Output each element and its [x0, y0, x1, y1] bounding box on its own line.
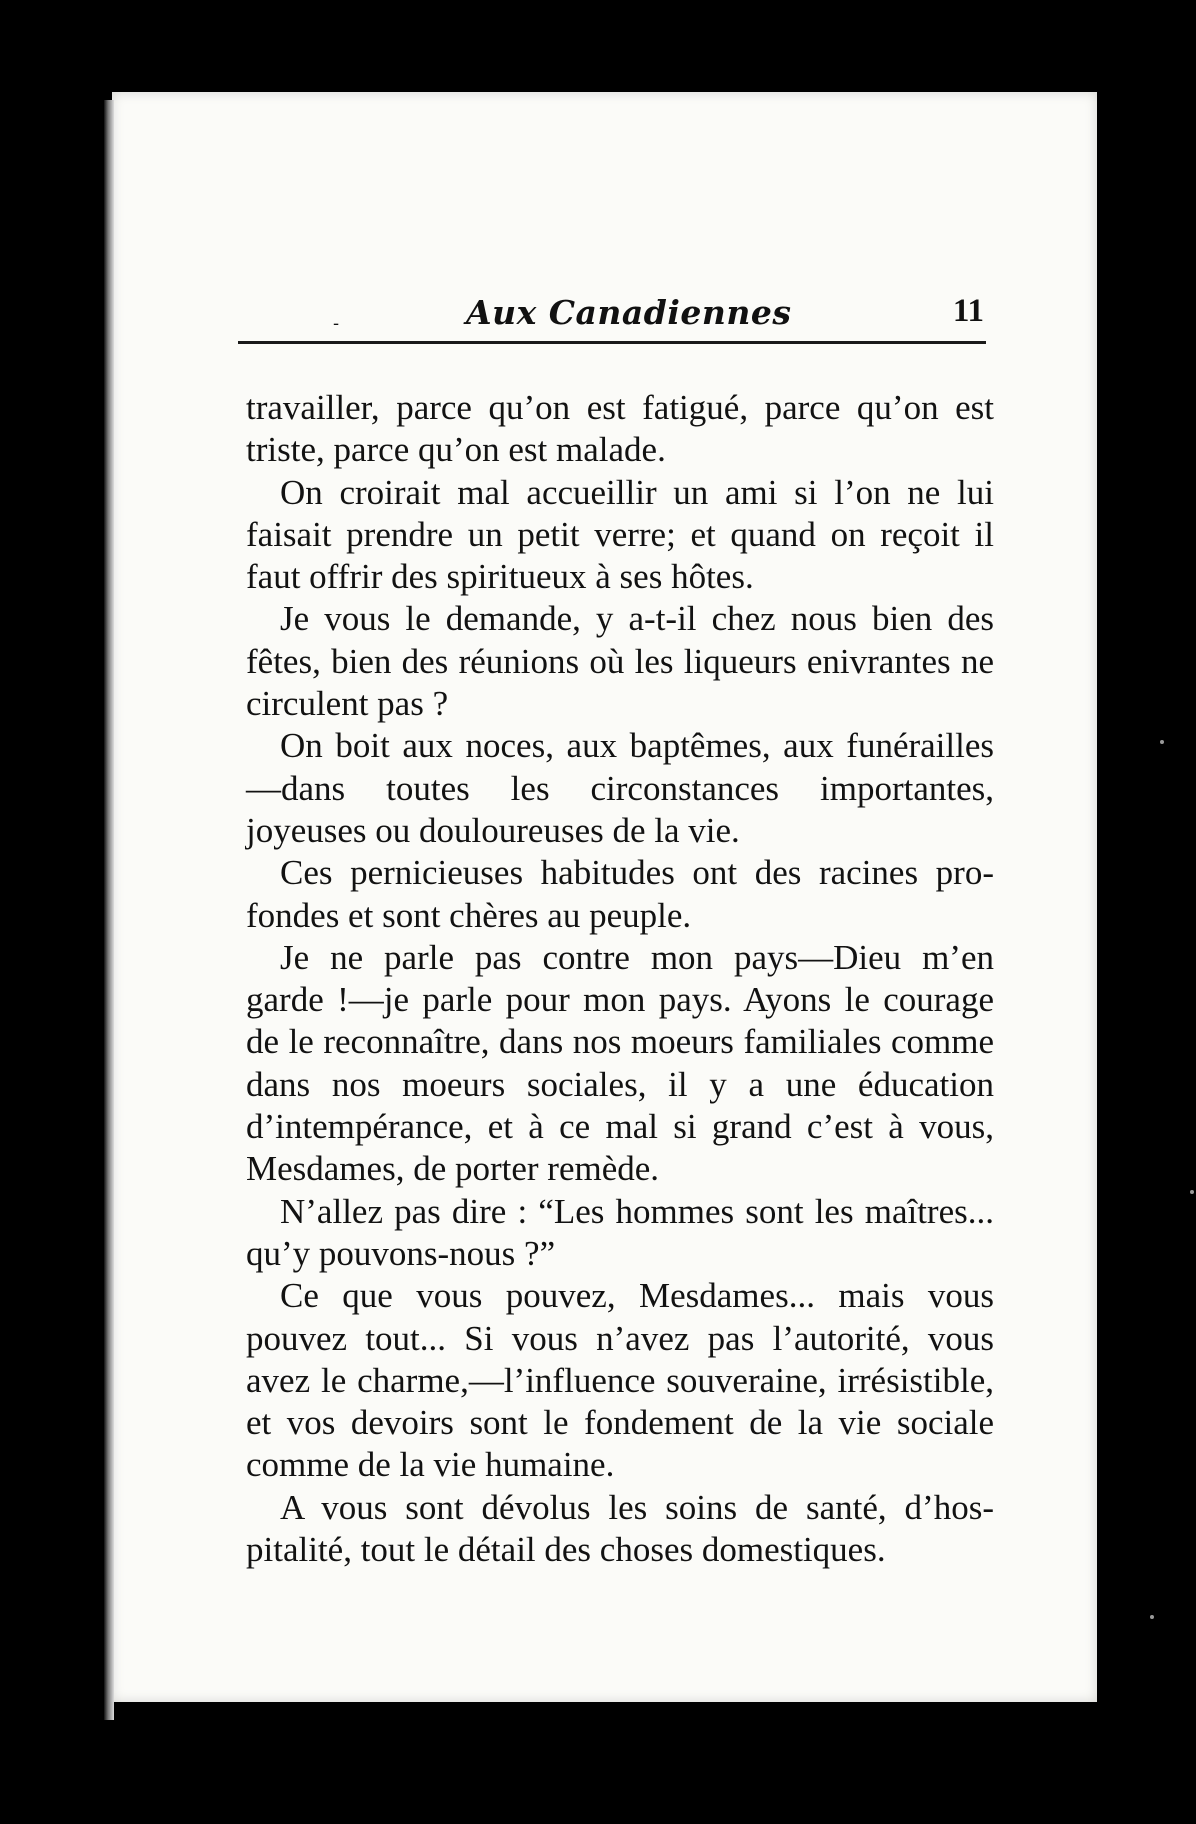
header-rule [238, 341, 986, 344]
paragraph: N’allez pas dire : “Les hommes sont les maîtres... qu’y pouvons-nous ?” [246, 1191, 994, 1273]
paragraph: Ces pernicieuses habitudes ont des racines profondes et sont chères au peuple. [246, 853, 994, 935]
running-title: Aux Canadiennes [466, 293, 792, 332]
scan-speck [1160, 740, 1164, 744]
paragraph: Ce que vous pouvez, Mesdames... mais vous pouvez tout... Si vous n’avez pas l’autorité, vous avez le charme,—l’influence souveraine, irrésistible, et vos devoirs sont le fondement de la vie sociale comme de la vie humaine. [246, 1276, 994, 1485]
header-dash: - [333, 313, 340, 334]
page-number: 11 [952, 293, 984, 329]
left-margin-shadow [0, 0, 108, 1824]
paragraph: On croirait mal accueillir un ami si l’on ne lui faisait prendre un petit verre; et quand on reçoit il faut offrir des spiritueux à ses hôtes. [246, 472, 994, 597]
body-text [246, 387, 994, 1571]
paragraph-continued: travailler, parce qu’on est fatigué, parce qu’on est triste, parce qu’on est malade. [246, 388, 994, 470]
paragraph: A vous sont dévolus les soins de santé, d’hospitalité, tout le détail des choses domestiques. [246, 1487, 994, 1570]
paragraph: On boit aux noces, aux baptêmes, aux funérailles—dans toutes les circonstances importantes, joyeuses ou douloureuses de la vie. [246, 726, 994, 850]
paragraph: Je vous le demande, y a-t-il chez nous bien des fêtes, bien des réunions où les liqueurs enivrantes ne circulent pas ? [246, 599, 994, 724]
page-spine-edge [104, 100, 114, 1720]
paragraph: Je ne parle pas contre mon pays—Dieu m’en garde !—je parle pour mon pays. Ayons le courage de le reconnaître, dans nos moeurs familiales comme dans nos moeurs sociales, il y a une éducation d’intempérance, et à ce mal si grand c’est à vous, Mesdames, de porter remède. [246, 937, 994, 1189]
page-header [238, 293, 986, 345]
scan-speck [1190, 1190, 1194, 1194]
scan-speck [1150, 1615, 1154, 1619]
